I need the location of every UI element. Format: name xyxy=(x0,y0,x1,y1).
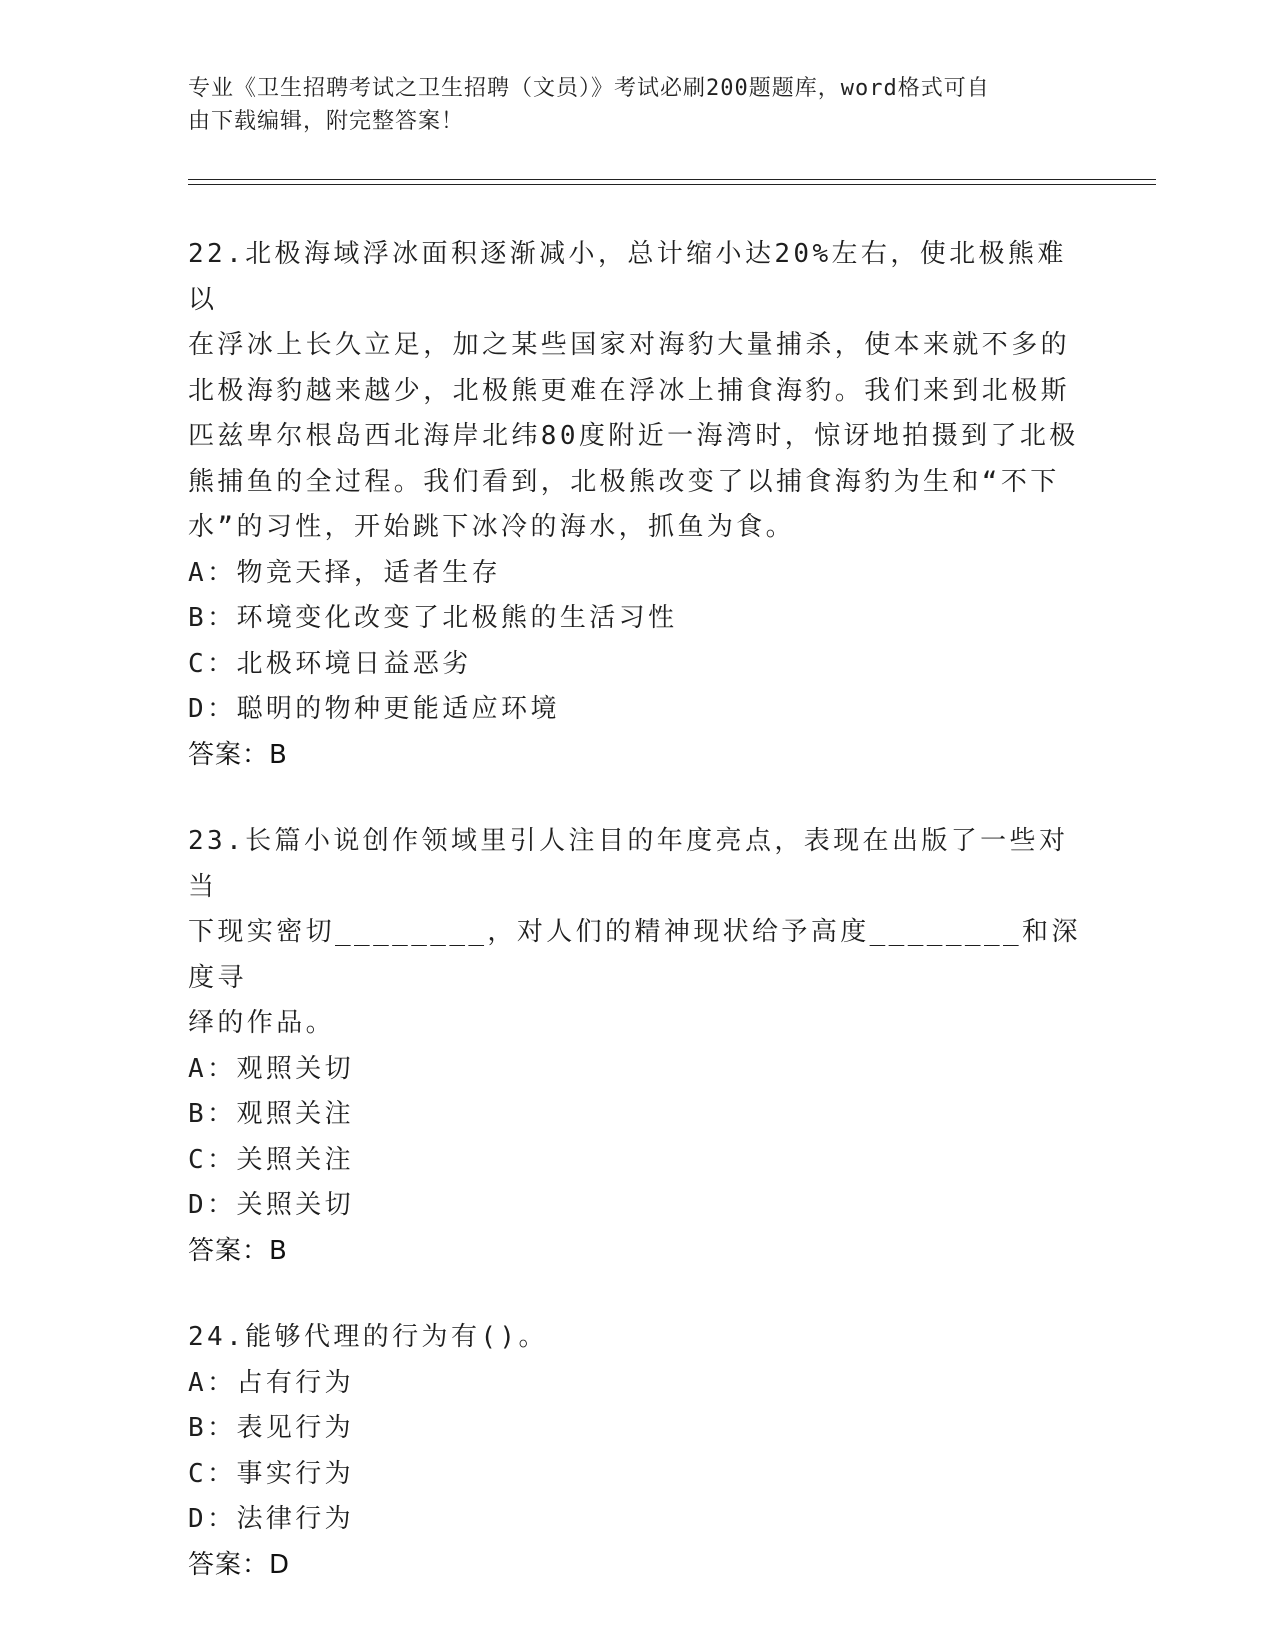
option-d: D：法律行为 xyxy=(188,1504,355,1534)
question-22 xyxy=(188,232,1088,778)
stem-line: 绎的作品。 xyxy=(188,1008,336,1038)
option-b: B：环境变化改变了北极熊的生活习性 xyxy=(188,603,678,633)
option-c: C：事实行为 xyxy=(188,1458,355,1489)
answer-label: 答案：B xyxy=(188,739,288,770)
answer-label: 答案：D xyxy=(188,1549,291,1580)
header-divider-bottom xyxy=(188,184,1156,185)
stem-line: 在浮冰上长久立足，加之某些国家对海豹大量捕杀，使本来就不多的 xyxy=(188,330,1071,360)
option-d: D：关照关切 xyxy=(188,1190,355,1220)
stem-line: 匹兹卑尔根岛西北海岸北纬80度附近一海湾时，惊讶地拍摄到了北极 xyxy=(188,421,1079,451)
stem-line: 北极海豹越来越少，北极熊更难在浮冰上捕食海豹。我们来到北极斯 xyxy=(188,375,1071,406)
option-d: D：聪明的物种更能适应环境 xyxy=(188,694,560,724)
option-b: B：表见行为 xyxy=(188,1413,355,1443)
option-c: C：关照关注 xyxy=(188,1144,355,1175)
question-23 xyxy=(188,819,1088,1274)
document-header xyxy=(188,72,1088,138)
option-a: A：物竞天择，适者生存 xyxy=(188,557,502,588)
stem-line: 23.长篇小说创作领域里引人注目的年度亮点，表现在出版了一些对当 xyxy=(188,826,1069,902)
option-a: A：占有行为 xyxy=(188,1367,355,1398)
stem-line: 水”的习性，开始跳下冰冷的海水，抓鱼为食。 xyxy=(188,512,796,542)
question-list xyxy=(188,232,1088,1629)
answer-label: 答案：B xyxy=(188,1235,288,1266)
stem-line: 熊捕鱼的全过程。我们看到，北极熊改变了以捕食海豹为生和“不下 xyxy=(188,466,1060,497)
header-divider-top xyxy=(188,179,1156,180)
header-line: 专业《卫生招聘考试之卫生招聘（文员）》考试必刷200题题库，word格式可自 xyxy=(188,76,990,101)
header-line: 由下载编辑，附完整答案！ xyxy=(188,109,465,134)
option-b: B：观照关注 xyxy=(188,1099,355,1129)
stem-line: 下现实密切________，对人们的精神现状给予高度________和深度寻 xyxy=(188,917,1081,993)
question-24 xyxy=(188,1315,1088,1588)
question-stem xyxy=(188,1315,1088,1361)
option-c: C：北极环境日益恶劣 xyxy=(188,648,472,679)
question-stem xyxy=(188,819,1088,1047)
stem-line: 24.能够代理的行为有()。 xyxy=(188,1322,548,1352)
stem-line: 22.北极海域浮冰面积逐渐减小，总计缩小达20%左右，使北极熊难以 xyxy=(188,239,1067,315)
option-a: A：观照关切 xyxy=(188,1053,355,1084)
question-stem xyxy=(188,232,1088,551)
